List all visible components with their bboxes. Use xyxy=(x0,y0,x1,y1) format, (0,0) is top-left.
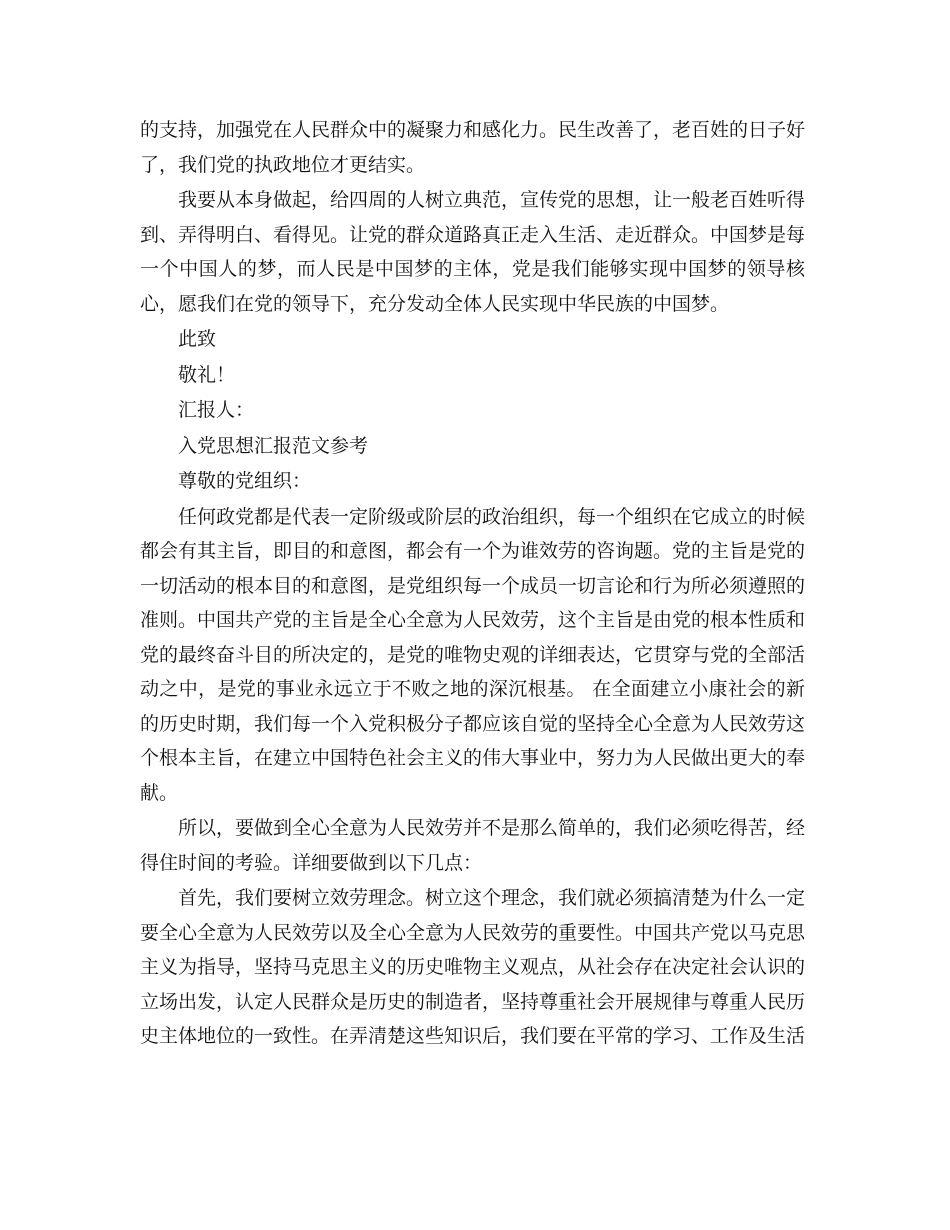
section-title: 入党思想汇报范文参考 xyxy=(178,434,369,457)
greeting: 尊敬的党组织： xyxy=(178,470,312,492)
paragraph-5: 首先，我们要树立效劳理念。树立这个理念，我们就必须搞清楚为什么一定要全心全意为人民效劳以及全心全意为人民效劳的重要性。中国共产党以马克思主义为指导，坚持马克思主义的历史唯物主义观点，从社会存在决定社会认识的立场出发，认定人民群众是历史的制造者，坚持尊重社会开展规律与尊重人民历史主体地位的一致性。在弄清楚这些知识后，我们要在平常的学习、工作及生活 xyxy=(140,887,806,1047)
closing-salutation: 此致 xyxy=(178,328,217,350)
closing-regards: 敬礼！ xyxy=(178,363,236,386)
document-page xyxy=(140,113,805,1054)
reporter-label: 汇报人： xyxy=(178,399,255,421)
paragraph-2: 我要从本身做起，给四周的人树立典范，宣传党的思想，让一般老百姓听得到、弄得明白、看得见。让党的群众道路真正走入生活、走近群众。中国梦是每一个中国人的梦，而人民是中国梦的主体，党是我们能够实现中国梦的领导核心，愿我们在党的领导下，充分发动全体人民实现中华民族的中国梦。 xyxy=(140,189,806,315)
paragraph-3: 任何政党都是代表一定阶级或阶层的政治组织，每一个组织在它成立的时候都会有其主旨，即目的和意图，都会有一个为谁效劳的咨询题。党的主旨是党的一切活动的根本目的和意图，是党组织每一个成员一切言论和行为所必须遵照的准则。中国共产党的主旨是全心全意为人民效劳，这个主旨是由党的根本性质和党的最终奋斗目的所决定的，是党的唯物史观的详细表达，它贯穿与党的全部活动之中，是党的事业永远立于不败之地的深沉根基。 在全面建立小康社会的新的历史时期，我们每一个入党积极分子都应该自觉的坚持全心全意为人民效劳这个根本主旨，在建立中国特色社会主义的伟大事业中，努力为人民做出更大的奉献。 xyxy=(140,505,806,804)
paragraph-1: 的支持，加强党在人民群众中的凝聚力和感化力。民生改善了，老百姓的日子好了，我们党的执政地位才更结实。 xyxy=(140,119,806,176)
paragraph-4: 所以，要做到全心全意为人民效劳并不是那么简单的，我们必须吃得苦，经得住时间的考验。详细要做到以下几点： xyxy=(140,817,806,874)
